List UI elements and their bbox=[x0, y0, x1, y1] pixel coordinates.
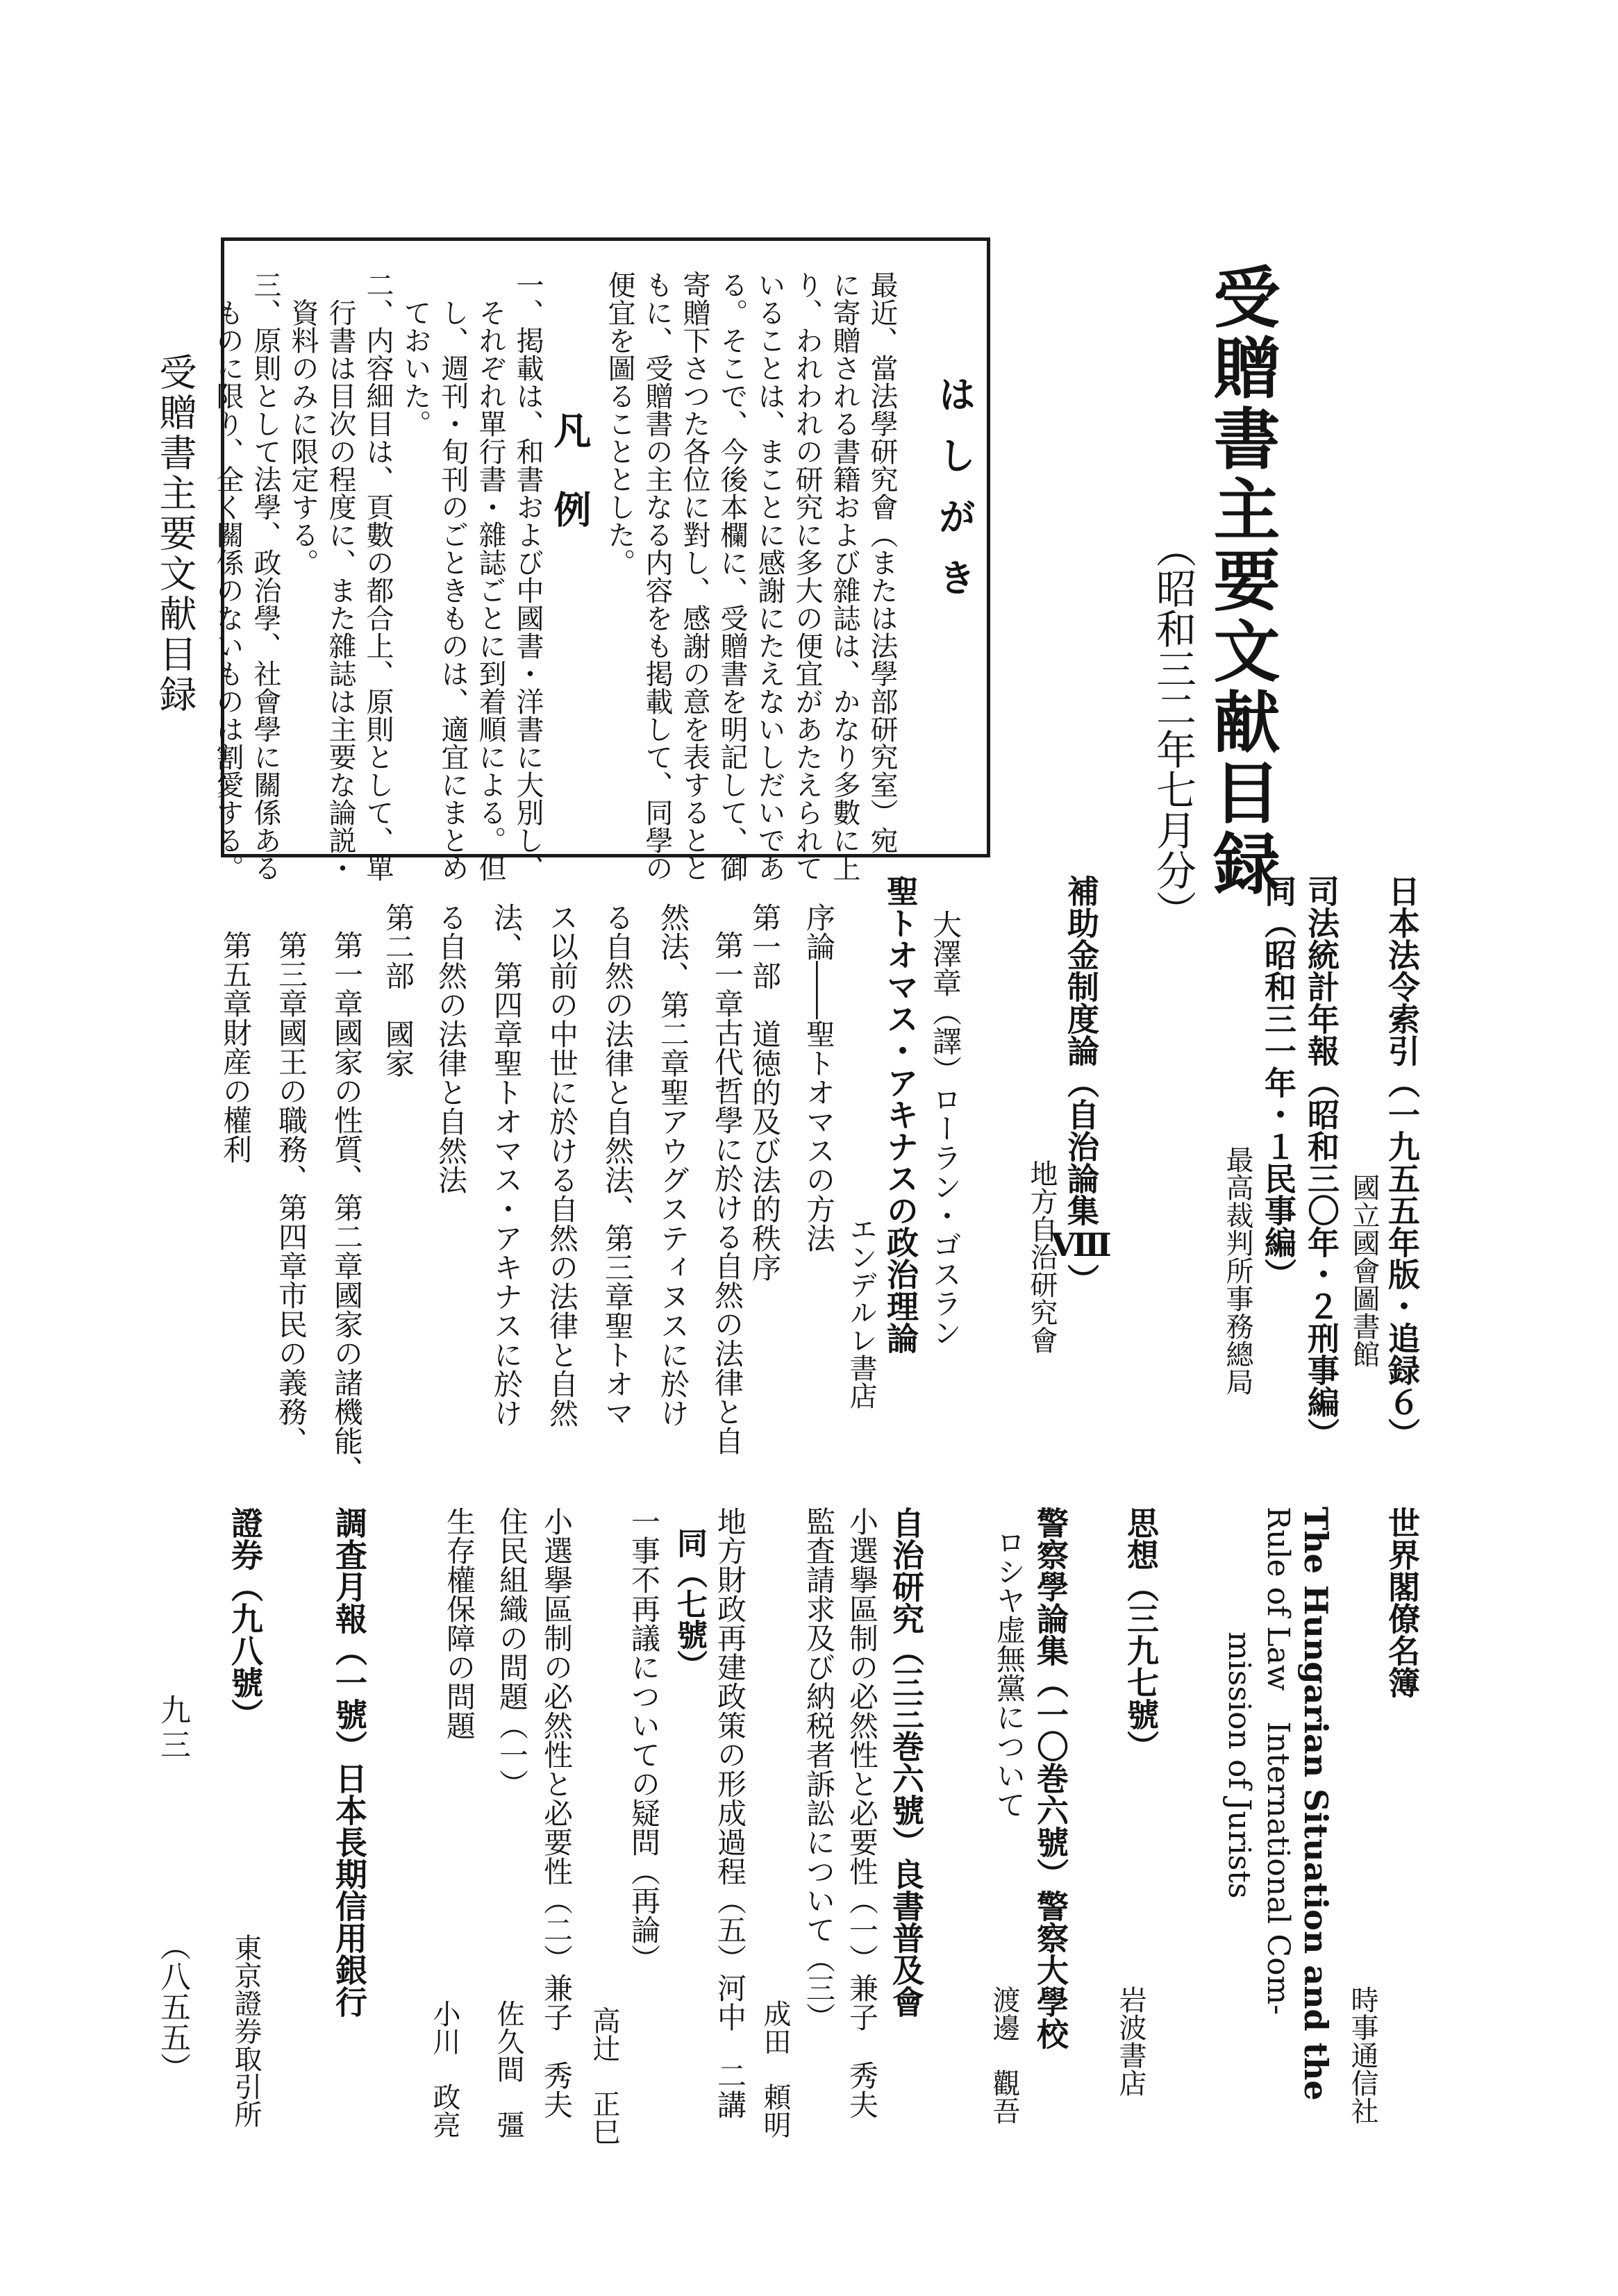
entry-title: 調査月報（一號）日本長期信用銀行 bbox=[331, 1507, 368, 2018]
hashigaki-line: いることは、まことに感謝にたえないしだいであ bbox=[753, 271, 785, 882]
hanrei-line: 三、原則として法學、政治學、社會學に關係ある bbox=[249, 271, 281, 882]
article-title: 一事不再議についての疑問（再論） bbox=[627, 1507, 661, 1973]
hashigaki-line: もに、受贈書の主なる内容をも掲載して、同學の bbox=[641, 271, 673, 882]
entry-publisher: 時事通信社 bbox=[1346, 1986, 1378, 2125]
entry-title: 同（七號） bbox=[672, 1527, 707, 1680]
hanrei-line: ものに限り、全く關係のないものは割愛する。 bbox=[212, 299, 244, 882]
article-author: 小川 政亮 bbox=[428, 2000, 460, 2138]
toc-line: 序論――聖トオマスの方法 bbox=[802, 903, 836, 1252]
toc-line: 法、第四章聖トオマス・アキナスに於け bbox=[490, 903, 524, 1427]
toc-line: 第一章國家の性質、第二章國家の諸機能、 bbox=[330, 930, 364, 1484]
article-title: 住民組織の問題（一） bbox=[495, 1507, 529, 1798]
article-title: 監査請求及び納税者訴訟について（三） bbox=[802, 1507, 836, 2031]
article-title: ロシヤ虚無黨について bbox=[992, 1527, 1026, 1819]
entry-publisher: 地方自治研究會 bbox=[1026, 1159, 1058, 1354]
entry-publisher: 岩波書店 bbox=[1115, 1986, 1146, 2097]
toc-line: 第一章古代哲學に於ける自然の法律と自 bbox=[710, 930, 744, 1455]
entry-title: 司法統計年報（昭和三〇年・２刑事編） bbox=[1303, 875, 1340, 1450]
page-title: 受贈書主要文献目録 bbox=[1203, 262, 1281, 900]
article-author: 高辻 正巳 bbox=[588, 2006, 620, 2145]
hashigaki-line: り、われわれの研究に多大の便宜があたえられて bbox=[791, 271, 823, 882]
hanrei-line: 行書は目次の程度に、また雜誌は主要な論説・ bbox=[324, 299, 356, 882]
entry-title: 補助金制度論（自治論集Ⅷ） bbox=[1062, 875, 1100, 1296]
toc-line: る自然の法律と自然法、第三章聖トオマ bbox=[601, 903, 635, 1427]
toc-line: 第三章國王の職務、第四章市民の義務、 bbox=[274, 930, 308, 1455]
entry-title-en: mission of Jurists bbox=[1221, 1632, 1257, 1899]
hanrei-line: 資料のみに限定する。 bbox=[287, 299, 319, 576]
hanrei-line: 二、内容細目は、頁數の都合上、原則として、單 bbox=[362, 271, 394, 882]
hashigaki-heading: はしがき bbox=[933, 375, 977, 619]
hanrei-line: ておいた。 bbox=[399, 299, 431, 437]
entry-publisher: 最高裁判所事務總局 bbox=[1221, 1146, 1253, 1396]
article-title: 小選擧區制の必然性と必要性（一）兼子 秀夫 bbox=[845, 1507, 879, 2119]
entry-title: 世界閣僚名簿 bbox=[1383, 1507, 1421, 1698]
hanrei-line: 一、掲載は、和書および中國書・洋書に大別し、 bbox=[512, 271, 544, 882]
article-title: 地方財政再建政策の形成過程（五）河中 二講 bbox=[713, 1507, 747, 2119]
hashigaki-line: 便宜を圖ることとした。 bbox=[603, 271, 635, 576]
page-subtitle: （昭和三二年七月分） bbox=[1149, 528, 1196, 930]
toc-line: ス以前の中世に於ける自然の法律と自然 bbox=[545, 903, 579, 1427]
toc-line: 然法、第二章聖アウグスティヌスに於け bbox=[656, 903, 690, 1427]
page-number-kanji: 九三 bbox=[155, 1694, 190, 1763]
article-author: 渡邊 觀吾 bbox=[988, 1986, 1020, 2125]
entry-publisher: 國立國會圖書館 bbox=[1348, 1173, 1380, 1368]
hanrei-line: それぞれ單行書・雜誌ごとに到着順による。但 bbox=[474, 299, 506, 882]
entry-title: 聖トオマス・アキナスの政治理論 bbox=[882, 875, 919, 1354]
entry-title: 同（昭和三一年・１民事編） bbox=[1260, 875, 1297, 1290]
article-title: 生存權保障の問題 bbox=[442, 1507, 476, 1740]
page-number-total: （八五五） bbox=[155, 1930, 190, 2083]
entry-title: 證券（九八號） bbox=[226, 1507, 264, 1730]
hashigaki-line: る。そこで、今後本欄に、受贈書を明記して、御 bbox=[716, 271, 748, 882]
entry-title: 自治研究（三三巻六號）良書普及會 bbox=[887, 1507, 925, 2018]
article-author: 成田 頼明 bbox=[759, 2000, 791, 2138]
entry-title-en: The Hungarian Situation and the bbox=[1297, 1507, 1335, 2101]
hanrei-line: し、週刊・旬刊のごときものは、適宜にまとめ bbox=[437, 299, 469, 882]
entry-title: 警察學論集（一〇巻六號）警察大學校 bbox=[1032, 1507, 1069, 2050]
toc-line: 第五章財産の權利 bbox=[219, 930, 253, 1164]
entry-title: 思想（三九七號） bbox=[1122, 1507, 1160, 1762]
entry-title: 日本法令索引（一九五五年版・追録６） bbox=[1383, 875, 1421, 1450]
toc-line: る自然の法律と自然法 bbox=[434, 903, 468, 1194]
entry-publisher: エンデルレ書店 bbox=[845, 1215, 877, 1409]
running-header: 受贈書主要文献目録 bbox=[153, 353, 197, 715]
hashigaki-line: に寄贈される書籍および雜誌は、かなり多數に上 bbox=[828, 271, 860, 882]
article-author: 佐久間 彊 bbox=[492, 2000, 524, 2138]
toc-line: 第一部 道徳的及び法的秩序 bbox=[748, 903, 782, 1282]
hashigaki-line: 最近、當法學研究會（または法學部研究室）宛 bbox=[866, 271, 898, 854]
entry-author: 大澤章（譯）ローラン・ゴスラン bbox=[928, 910, 962, 1347]
hashigaki-line: 寄贈下さつた各位に對し、感謝の意を表するとと bbox=[678, 271, 710, 882]
entry-publisher: 東京證券取引所 bbox=[230, 1934, 262, 2128]
article-title: 小選擧區制の必然性と必要性（二）兼子 秀夫 bbox=[540, 1507, 574, 2119]
toc-line: 第二部 國家 bbox=[381, 903, 415, 1078]
hanrei-heading: 凡例 bbox=[548, 411, 592, 569]
entry-title-en: Rule of Law International Com- bbox=[1260, 1507, 1296, 2016]
